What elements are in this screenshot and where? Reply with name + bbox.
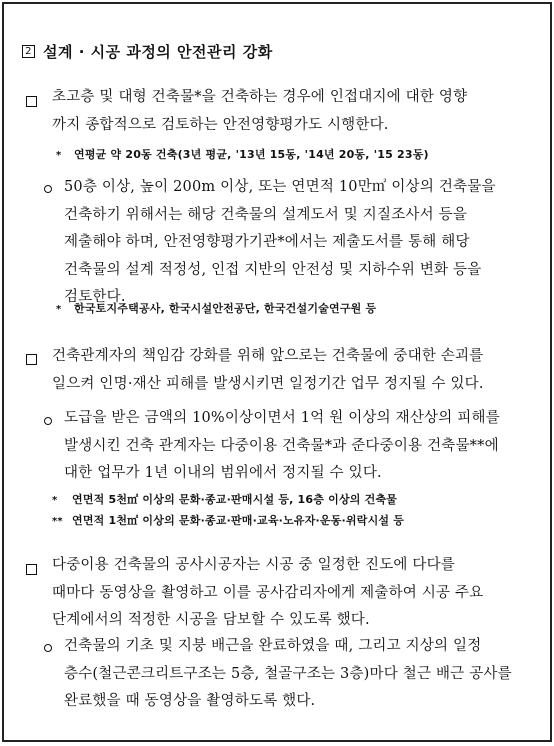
paragraph-line: 건축물의 설계 적정성, 인접 지반의 안전성 및 지하수위 변화 등을 — [64, 261, 482, 278]
paragraph-line: 층수(철근콘크리트구조는 5층, 철골구조는 3층)마다 철근 배근 공사를 — [64, 665, 512, 682]
paragraph-line: 대한 업무가 1년 이내의 범위에서 정지될 수 있다. — [64, 465, 382, 481]
paragraph-line: 초고층 및 대형 건축물*을 건축하는 경우에 인접대지에 대한 영향 — [52, 89, 468, 105]
paragraph-1-sub — [64, 174, 530, 312]
paragraph-line: 때마다 동영상을 촬영하고 이를 공사감리자에게 제출하여 시공 주요 — [52, 584, 484, 601]
section-heading — [22, 41, 273, 62]
paragraph-3-sub — [64, 633, 530, 716]
paragraph-line: 건축물의 기초 및 지붕 배근을 완료하였을 때, 그리고 지상의 일정 — [64, 638, 482, 654]
footnote: ** 연면적 1천㎡ 이상의 문화·종교·판매·교육·노유자·운동·위락시설 등 — [52, 514, 405, 527]
paragraph-line: 제출해야 하며, 안전영향평가기관*에서는 제출도서를 통해 해당 — [64, 234, 470, 250]
paragraph-line: 완료했을 때 동영상을 촬영하도록 했다. — [64, 693, 316, 709]
footnote: * 연평균 약 20동 건축(3년 평균, '13년 15동, '14년 20동, '15 23동) — [56, 148, 429, 161]
footnote: * 연면적 5천㎡ 이상의 문화·종교·판매시설 등, 16층 이상의 건축물 — [52, 493, 398, 506]
footnote-text: 연면적 5천㎡ 이상의 문화·종교·판매시설 등, 16층 이상의 건축물 — [72, 493, 398, 506]
paragraph-line: 까지 종합적으로 검토하는 안전영향평가도 시행한다. — [52, 116, 389, 133]
paragraph-line: 일으켜 인명·재산 피해를 발생시키면 일정기간 업무 정지될 수 있다. — [52, 375, 484, 392]
circle-bullet-icon — [44, 185, 52, 193]
footnote-text: 연평균 약 20동 건축(3년 평균, '13년 15동, '14년 20동, '15 23동) — [74, 148, 429, 161]
square-bullet-icon — [26, 96, 37, 107]
paragraph-line: 검토한다. — [64, 289, 126, 305]
footnote: * 한국토지주택공사, 한국시설안전공단, 한국건설기술연구원 등 — [56, 302, 377, 315]
square-bullet-icon — [26, 564, 37, 575]
section-title: 설계 · 시공 과정의 안전관리 강화 — [43, 43, 273, 61]
footnote-text: 한국토지주택공사, 한국시설안전공단, 한국건설기술연구원 등 — [74, 302, 377, 315]
paragraph-line: 건축관계자의 책임감 강화를 위해 앞으로는 건축물에 중대한 손괴를 — [52, 348, 484, 364]
paragraph-line: 건축하기 위해서는 해당 건축물의 설계도서 및 지질조사서 등을 — [64, 206, 468, 223]
paragraph-line: 단계에서의 적정한 시공을 담보할 수 있도록 했다. — [52, 612, 370, 628]
square-bullet-icon — [26, 354, 37, 365]
paragraph-line: 다중이용 건축물의 공사시공자는 시공 중 일정한 진도에 다다를 — [52, 557, 456, 573]
footnote-text: 연면적 1천㎡ 이상의 문화·종교·판매·교육·노유자·운동·위락시설 등 — [72, 514, 405, 527]
paragraph-2 — [52, 343, 532, 398]
paragraph-1 — [52, 84, 532, 139]
paragraph-line: 발생시킨 건축 관계자는 다중이용 건축물*과 준다중이용 건축물**에 — [64, 437, 499, 454]
section-number: 2 — [22, 45, 35, 58]
paragraph-3 — [52, 552, 532, 635]
paragraph-line: 50층 이상, 높이 200m 이상, 또는 연면적 10만㎡ 이상의 건축물을 — [64, 179, 496, 195]
circle-bullet-icon — [44, 417, 52, 425]
paragraph-2-sub — [64, 405, 530, 488]
paragraph-line: 도급을 받은 금액의 10%이상이면서 1억 원 이상의 재산상의 피해를 — [64, 410, 500, 426]
circle-bullet-icon — [44, 644, 52, 652]
document-page — [2, 2, 552, 742]
